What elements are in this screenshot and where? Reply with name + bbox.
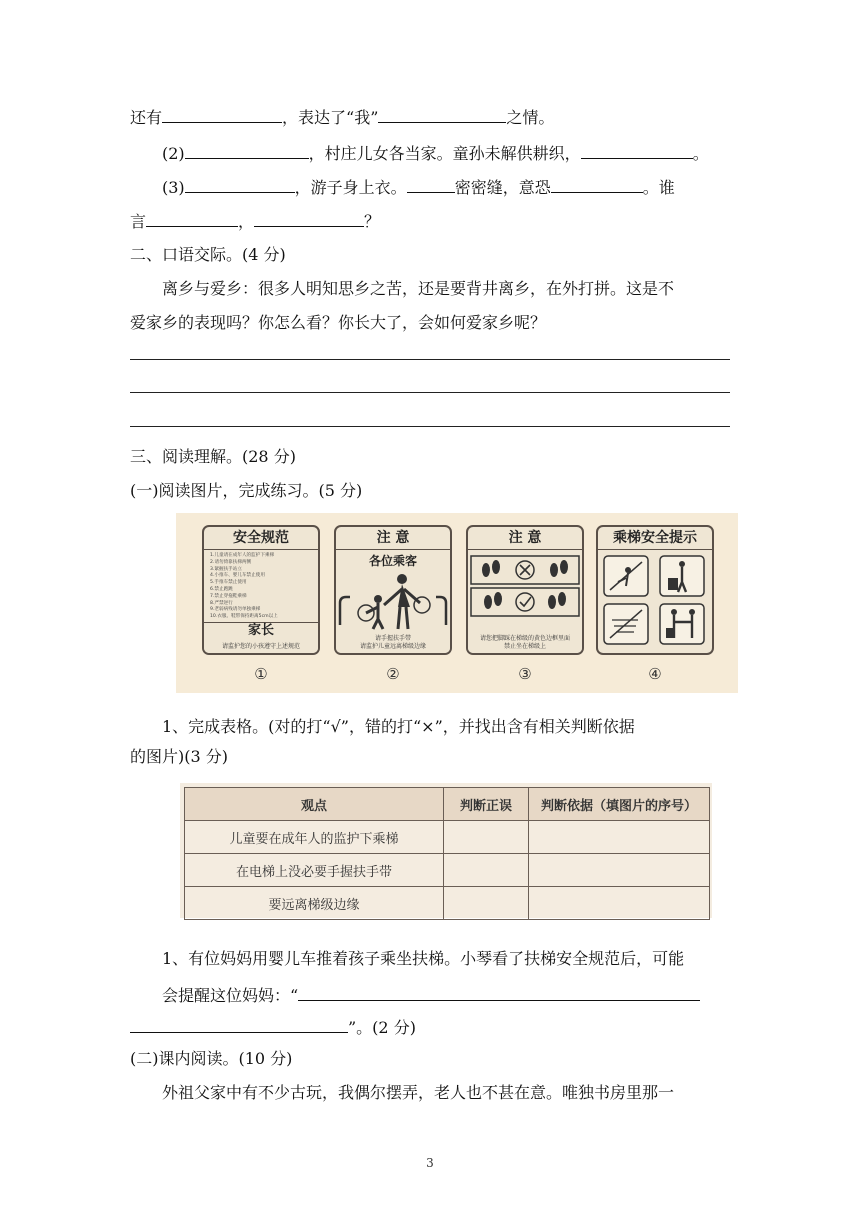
text: ， (238, 212, 255, 231)
table-row (185, 887, 710, 920)
question-text: 的图片)(3 分) (130, 747, 228, 766)
text: (2) (162, 144, 185, 163)
text: 。谁 (642, 178, 675, 197)
answer-blank[interactable] (146, 210, 238, 227)
answer-cell[interactable] (444, 854, 529, 887)
sign-title: 注 意 (336, 527, 450, 550)
judgement-table (184, 787, 710, 920)
sign-safety-tips (596, 525, 714, 655)
subsection-heading: (二)课内阅读。(10 分) (130, 1049, 293, 1068)
figure-number: ② (386, 665, 400, 683)
rule-item: 10.衣服、鞋带保持距离5cm以上 (210, 614, 278, 620)
rule-item: 4.小推车、婴儿车禁止使用 (210, 573, 265, 579)
question-text: 1、有位妈妈用婴儿车推着孩子乘坐扶梯。小琴看了扶梯安全规范后，可能 (162, 949, 685, 968)
footprints-illustration-icon (468, 550, 582, 622)
rules-list (204, 550, 318, 621)
column-header: 观点 (185, 788, 444, 821)
text: ，村庄儿女各当家。童孙未解供耕织， (308, 144, 581, 163)
answer-blank[interactable] (407, 176, 455, 193)
sign-title: 乘梯安全提示 (598, 527, 712, 550)
answer-blank[interactable] (130, 1016, 348, 1033)
text: (3) (162, 178, 185, 197)
fill-line-2 (162, 142, 709, 165)
answer-blank[interactable] (551, 176, 643, 193)
answer-blank[interactable] (298, 984, 700, 1001)
rule-item: 9.老弱病残请勿单独乘梯 (210, 607, 261, 613)
answer-cell[interactable] (529, 887, 710, 920)
viewpoint-cell: 儿童要在成年人的监护下乘梯 (185, 821, 444, 854)
rule-item: 2.请勿倚靠扶梯两侧 (210, 559, 252, 565)
sign-title: 安全规范 (204, 527, 318, 550)
text: 。 (692, 144, 709, 163)
fill-line-4 (130, 210, 380, 233)
text: 还有 (130, 108, 163, 127)
rule-item: 8.严禁逆行 (210, 600, 233, 606)
sign-subtitle: 各位乘客 (368, 554, 417, 568)
answer-cell[interactable] (444, 821, 529, 854)
answer-blank[interactable] (378, 106, 506, 123)
figure-number: ③ (518, 665, 532, 683)
answer-line[interactable] (130, 359, 730, 360)
sign-caption: 请监护您的小孩遵守上述规范 (204, 641, 318, 654)
viewpoint-cell: 要远离梯级边缘 (185, 887, 444, 920)
table-row (185, 821, 710, 854)
escalator-signs-figure (176, 513, 738, 693)
subsection-heading: (一)阅读图片，完成练习。(5 分) (130, 481, 363, 500)
text: 密密缝，意恐 (454, 178, 551, 197)
text: 言 (130, 212, 147, 231)
rule-item: 5.手推车禁止使用 (210, 580, 247, 586)
figure-number: ① (254, 665, 268, 683)
answer-blank[interactable] (581, 142, 693, 159)
text: ，游子身上衣。 (294, 178, 407, 197)
sign-safety-rules (202, 525, 320, 655)
question-text (162, 984, 700, 1007)
section-heading: 三、阅读理解。(28 分) (130, 447, 296, 466)
answer-blank[interactable] (185, 176, 295, 193)
answer-cell[interactable] (529, 821, 710, 854)
figure-number: ④ (648, 665, 662, 683)
safety-tips-illustration-icon (598, 550, 712, 654)
sign-title: 注 意 (468, 527, 582, 550)
fill-line-3 (162, 176, 675, 199)
answer-blank[interactable] (162, 106, 282, 123)
question-text (130, 1016, 416, 1039)
fill-line-1 (130, 106, 554, 129)
sign-step-edge (466, 525, 584, 655)
answer-blank[interactable] (254, 210, 364, 227)
sign-caption: 请手握扶手带 请监护儿童远离梯级边缘 (336, 633, 450, 653)
rule-item: 3.紧握扶手站立 (210, 566, 242, 572)
judgement-table-wrapper (180, 783, 712, 918)
sign-handrail (334, 525, 452, 655)
question-text: 1、完成表格。(对的打“√”，错的打“×”，并找出含有相关判断依据 (162, 717, 635, 736)
answer-blank[interactable] (185, 142, 309, 159)
answer-cell[interactable] (444, 887, 529, 920)
column-header: 判断正误 (444, 788, 529, 821)
column-header: 判断依据（填图片的序号） (529, 788, 710, 821)
text: 会提醒这位妈妈：“ (162, 986, 299, 1005)
answer-line[interactable] (130, 392, 730, 393)
text: 之情。 (506, 108, 555, 127)
text: ？ (364, 212, 381, 231)
answer-cell[interactable] (529, 854, 710, 887)
handrail-illustration-icon (336, 569, 450, 631)
sign-caption: 请您把脚踩在梯级的黄色边框里面 禁止坐在梯级上 (468, 633, 582, 653)
parent-label: 家长 (204, 622, 318, 639)
page-number: 3 (426, 1156, 434, 1170)
paragraph: 外祖父家中有不少古玩，我偶尔摆弄，老人也不甚在意。唯独书房里那一 (162, 1083, 675, 1102)
paragraph: 爱家乡的表现吗？你怎么看？你长大了，会如何爱家乡呢？ (130, 313, 547, 332)
table-row (185, 854, 710, 887)
rule-item: 6.禁止跑跳 (210, 586, 233, 592)
viewpoint-cell: 在电梯上没必要手握扶手带 (185, 854, 444, 887)
rule-item: 7.禁止穿拖鞋乘梯 (210, 593, 247, 599)
paragraph: 离乡与爱乡：很多人明知思乡之苦，还是要背井离乡，在外打拼。这是不 (162, 279, 675, 298)
answer-line[interactable] (130, 426, 730, 427)
rule-item: 1.儿童请在成年人的监护下乘梯 (210, 553, 275, 558)
section-heading: 二、口语交际。(4 分) (130, 245, 286, 264)
text: ”。(2 分) (348, 1018, 416, 1037)
text: ，表达了“我” (282, 108, 379, 127)
